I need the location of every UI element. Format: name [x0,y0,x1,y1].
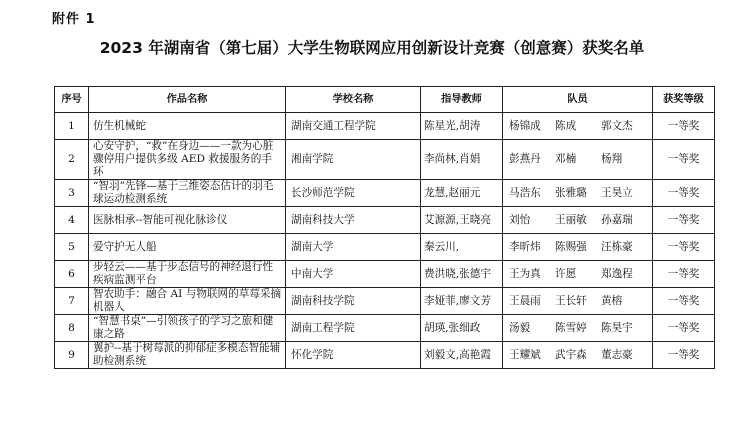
row-advisor: 费洪晓,张德宇 [421,261,503,288]
member: 陈成 [555,119,577,132]
row-award: 一等奖 [653,234,715,261]
row-members [503,288,653,315]
row-no: 9 [55,342,89,369]
row-members [503,140,653,180]
member: 杨锦成 [509,119,541,132]
table-row [55,288,715,315]
table-row [55,315,715,342]
row-advisor: 秦云川, [421,234,503,261]
member: 汪栋豪 [601,240,633,253]
document-title: 2023 年湖南省（第七届）大学生物联网应用创新设计竞赛（创意赛）获奖名单 [99,39,645,57]
member: 许愿 [555,267,577,280]
row-school: 湖南科技学院 [286,288,421,315]
row-award: 一等奖 [653,180,715,207]
member: 陈雪婷 [555,321,587,334]
member: 王晨雨 [509,294,541,307]
row-advisor: 龙慧,赵丽元 [421,180,503,207]
member: 董志豪 [601,348,633,361]
member: 马浩东 [509,186,541,199]
header-work: 作品名称 [89,87,286,113]
member: 王为真 [509,267,541,280]
row-school: 中南大学 [286,261,421,288]
row-no: 2 [55,140,89,180]
row-work: “智羽”先锋—基于三维姿态估计的羽毛球运动检测系统 [89,180,286,207]
row-work: 仿生机械蛇 [89,113,286,140]
row-members [503,261,653,288]
member: 刘怡 [509,213,531,226]
row-no: 1 [55,113,89,140]
header-no: 序号 [55,87,89,113]
row-advisor: 陈星光,胡涛 [421,113,503,140]
member: 郑逸程 [601,267,633,280]
member: 彭燕丹 [509,153,541,165]
member: 武宇森 [555,348,587,361]
row-work: “智慧书桌”—引领孩子的学习之旅和健康之路 [89,315,286,342]
row-no: 3 [55,180,89,207]
table-header-row [55,87,715,113]
member: 王丽敏 [555,213,587,226]
member: 黄榕 [601,294,623,307]
table-row [55,207,715,234]
row-school: 怀化学院 [286,342,421,369]
row-work: 爱守护无人船 [89,234,286,261]
row-award: 一等奖 [653,288,715,315]
row-members [503,113,653,140]
member: 李昕炜 [509,240,541,253]
row-award: 一等奖 [653,342,715,369]
table-row [55,140,715,180]
member: 王昊立 [601,186,633,199]
table-row [55,113,715,140]
row-no: 8 [55,315,89,342]
row-award: 一等奖 [653,207,715,234]
header-school: 学校名称 [286,87,421,113]
row-advisor: 艾源源,王晓亮 [421,207,503,234]
row-advisor: 李娅菲,廖文芳 [421,288,503,315]
row-award: 一等奖 [653,261,715,288]
row-school: 湖南工程学院 [286,315,421,342]
row-no: 4 [55,207,89,234]
member: 郭文杰 [601,119,633,132]
row-members [503,180,653,207]
row-members [503,315,653,342]
row-no: 7 [55,288,89,315]
row-work: 智农助手：融合 AI 与物联网的草莓采摘机器人 [89,288,286,315]
award-table [54,86,715,369]
member: 杨翔 [601,153,623,165]
member: 王耀斌 [509,348,541,361]
row-no: 5 [55,234,89,261]
header-members: 队员 [503,87,653,113]
row-work: 医脉相承--智能可视化脉诊仪 [89,207,286,234]
member: 陈昊宇 [601,321,633,334]
row-members [503,234,653,261]
member: 王长轩 [555,294,587,307]
row-school: 湖南交通工程学院 [286,113,421,140]
row-award: 一等奖 [653,315,715,342]
row-members [503,207,653,234]
row-school: 长沙师范学院 [286,180,421,207]
member: 孙嘉瑞 [601,213,633,226]
row-award: 一等奖 [653,113,715,140]
row-award: 一等奖 [653,140,715,180]
table-row [55,261,715,288]
table-row [55,342,715,369]
row-advisor: 刘毅文,高艳霞 [421,342,503,369]
row-school: 湖南科技大学 [286,207,421,234]
row-members [503,342,653,369]
header-award: 获奖等级 [653,87,715,113]
table-row [55,234,715,261]
header-advisor: 指导教师 [421,87,503,113]
row-school: 湘南学院 [286,140,421,180]
attachment-label: 附件 1 [52,12,96,27]
row-advisor: 胡瑛,张细政 [421,315,503,342]
row-advisor: 李尚林,肖娟 [421,140,503,180]
member: 陈赐强 [555,240,587,253]
member: 汤毅 [509,321,531,334]
member: 张雅璐 [555,186,587,199]
table-row [55,180,715,207]
row-school: 湖南大学 [286,234,421,261]
row-work: 步轻云——基于步态信号的神经退行性疾病监测平台 [89,261,286,288]
row-work: 心安守护，“救”在身边——一款为心脏骤停用户提供多级 AED 救援服务的手环 [89,140,286,180]
row-work: 翼护--基于树莓派的抑郁症多模态智能辅助检测系统 [89,342,286,369]
row-no: 6 [55,261,89,288]
member: 邓楠 [555,153,577,165]
